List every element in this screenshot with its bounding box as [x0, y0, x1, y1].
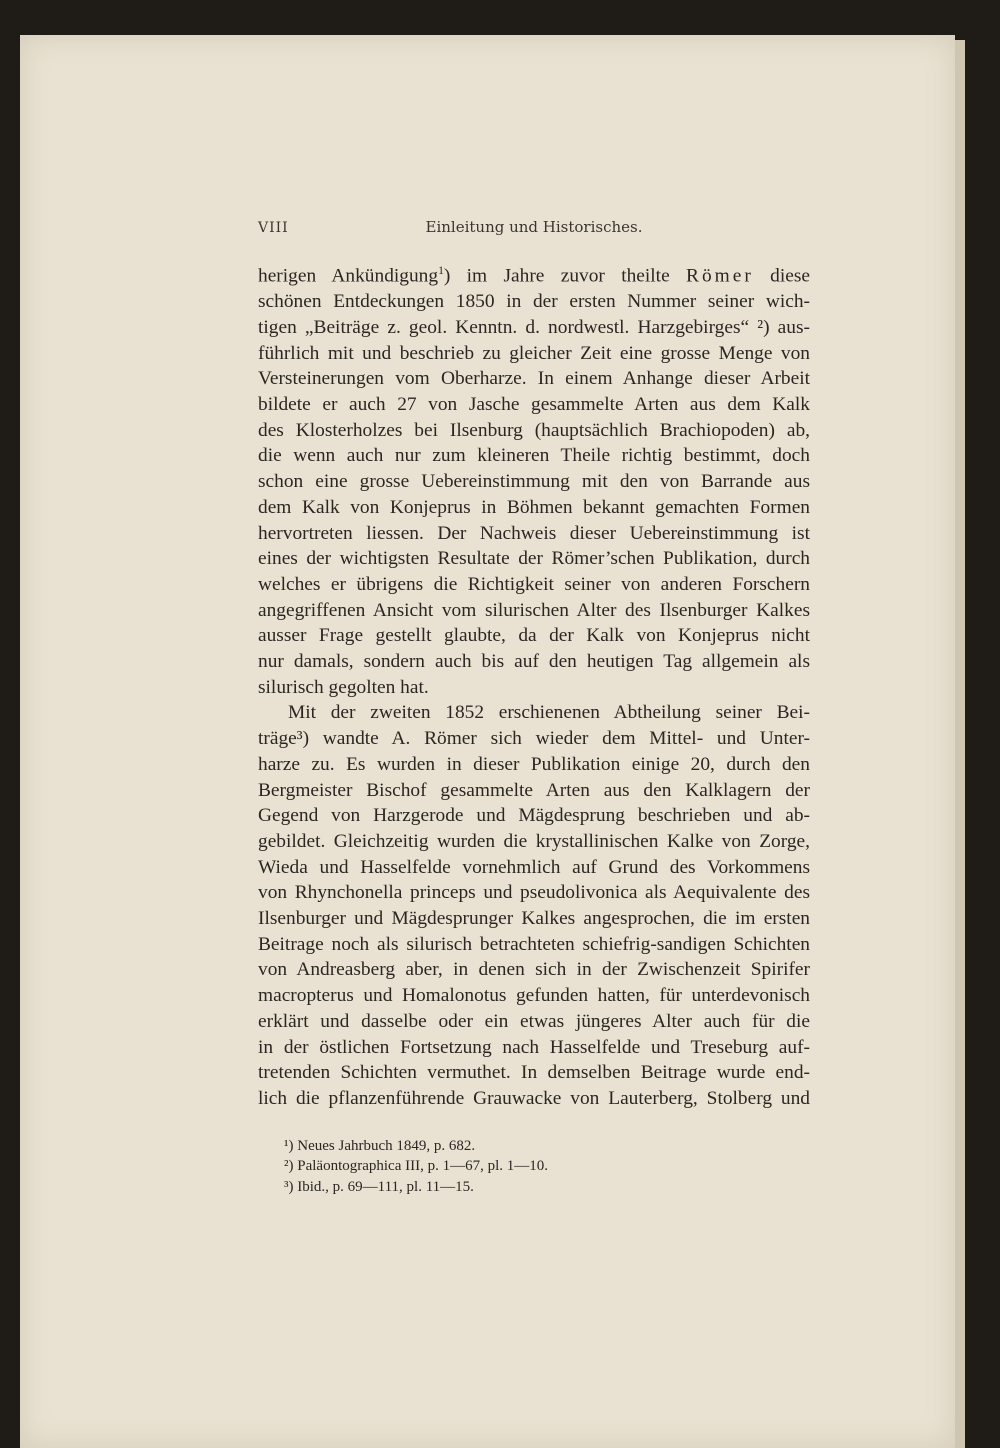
page-edge	[955, 40, 965, 1448]
text-line: hervortreten liessen. Der Nachweis dieser Uebereinstimmung ist	[258, 522, 810, 544]
text-line: tretenden Schichten vermuthet. In demselben Beitrage wurde end-	[258, 1062, 810, 1084]
text-line: bildete er auch 27 von Jasche gesammelte Arten aus dem Kalk	[258, 393, 810, 415]
text-line: nur damals, sondern auch bis auf den heutigen Tag allgemein als	[258, 651, 810, 673]
text-line: Gegend von Harzgerode und Mägdesprung beschrieben und ab-	[258, 805, 810, 827]
text-line: erklärt und dasselbe oder ein etwas jüngeres Alter auch für die	[258, 1010, 810, 1032]
footnote: ³) Ibid., p. 69—111, pl. 11—15.	[284, 1178, 474, 1195]
text-line: ausser Frage gestellt glaubte, da der Kalk von Konjeprus nicht	[258, 625, 810, 647]
footnote: ¹) Neues Jahrbuch 1849, p. 682.	[284, 1137, 476, 1154]
text-line: dem Kalk von Konjeprus in Böhmen bekannt gemachten Formen	[258, 496, 810, 518]
text-line: schon eine grosse Uebereinstimmung mit den von Barrande aus	[258, 471, 810, 493]
text-line: Beitrage noch als silurisch betrachteten schiefrig-sandigen Schichten	[258, 933, 810, 955]
text-line: Ilsenburger und Mägdesprunger Kalkes angesprochen, die im ersten	[258, 908, 810, 930]
text-line: Wieda und Hasselfelde vornehmlich auf Grund des Vorkommens	[258, 856, 810, 878]
running-header	[258, 218, 810, 246]
text-line: lich die pflanzenführende Grauwacke von Lauterberg, Stolberg und	[258, 1087, 810, 1109]
text-line: des Klosterholzes bei Ilsenburg (hauptsächlich Brachiopoden) ab,	[258, 419, 810, 441]
text-line-1: herigen Ankündigung$^1$) im Jahre zuvor theilte Römer diese	[258, 264, 810, 287]
text-line: von Andreasberg aber, in denen sich in der Zwischenzeit Spirifer	[258, 959, 810, 981]
page-number: VIII	[258, 220, 289, 236]
text-line: angegriffenen Ansicht vom silurischen Alter des Ilsenburger Kalkes	[258, 599, 810, 621]
text-line: eines der wichtigsten Resultate der Römer’schen Publikation, durch	[258, 548, 810, 570]
text-line: harze zu. Es wurden in dieser Publikation einige 20, durch den	[258, 753, 810, 775]
text-line: tigen „Beiträge z. geol. Kenntn. d. nordwestl. Harzgebirges“ ²) aus-	[258, 316, 810, 338]
text-line: schönen Entdeckungen 1850 in der ersten Nummer seiner wich-	[258, 291, 810, 313]
footnotes	[258, 1136, 810, 1198]
text-line: Versteinerungen vom Oberharze. In einem Anhange dieser Arbeit	[258, 368, 810, 390]
text-line: Mit der zweiten 1852 erschienenen Abtheilung seiner Bei-	[288, 702, 810, 724]
running-title: Einleitung und Historisches.	[425, 218, 643, 236]
text-line: die wenn auch nur zum kleineren Theile richtig bestimmt, doch	[258, 445, 810, 467]
text-line: gebildet. Gleichzeitig wurden die krystallinischen Kalke von Zorge,	[258, 830, 810, 852]
footnote: ²) Paläontographica III, p. 1—67, pl. 1—10.	[284, 1158, 549, 1175]
page-content	[258, 218, 810, 1197]
text-line: in der östlichen Fortsetzung nach Hasselfelde und Treseburg auf-	[258, 1036, 810, 1058]
text-line: silurisch gegolten hat.	[258, 676, 429, 698]
text-line: träge³) wandte A. Römer sich wieder dem Mittel- und Unter-	[258, 728, 810, 750]
text-line: welches er übrigens die Richtigkeit seiner von anderen Forschern	[258, 573, 810, 595]
body-text	[258, 258, 810, 1112]
text-line: macropterus und Homalonotus gefunden hatten, für unterdevonisch	[258, 985, 810, 1007]
text-line: Bergmeister Bischof gesammelte Arten aus den Kalklagern der	[258, 779, 810, 801]
text-line: führlich mit und beschrieb zu gleicher Zeit eine grosse Menge von	[258, 342, 810, 364]
text-line: von Rhynchonella princeps und pseudolivonica als Aequivalente des	[258, 882, 810, 904]
